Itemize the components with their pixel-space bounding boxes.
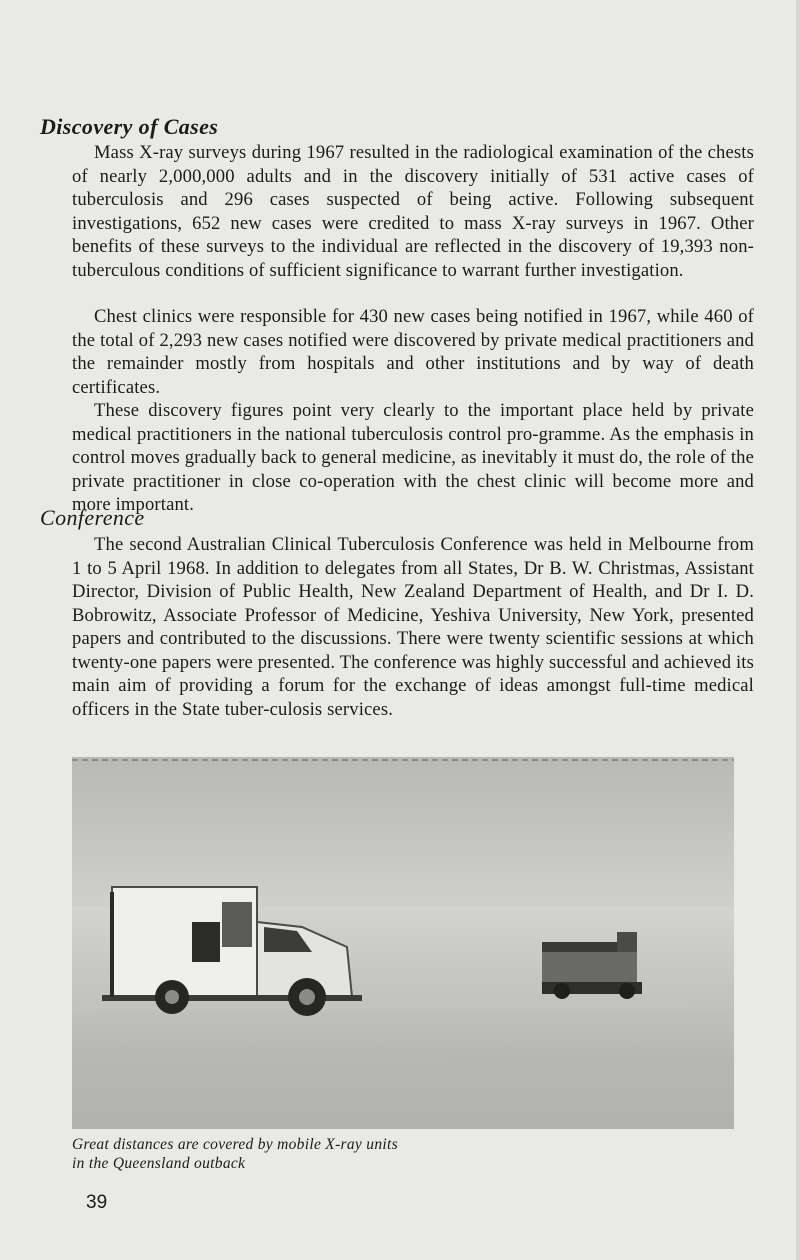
photo-mobile-xray-units	[72, 757, 734, 1129]
page-number: 39	[86, 1192, 108, 1213]
section-heading-discovery: Discovery of Cases	[40, 114, 219, 139]
caption-line-1: Great distances are covered by mobile X-ray units	[72, 1136, 398, 1153]
page-edge	[796, 0, 800, 1260]
paragraph-discovery-figures: These discovery figures point very clearly to the important place held by private medical practitioners in the national tuberculosis control pro-gramme. As the emphasis in control moves gradually back to general medicine, as inevitably it must do, the role of the private practitioner in close co-operation with the chest clinic will become more and more important.	[72, 400, 754, 515]
photo-illustration	[72, 757, 734, 1129]
paragraph-conference: The second Australian Clinical Tuberculosis Conference was held in Melbourne from 1 to 5 April 1968. In addition to delegates from all States, Dr B. W. Christmas, Assistant Director, Division of Public Health, New Zealand Department of Health, and Dr I. D. Bobrowitz, Associate Professor of Medicine, Yeshiva University, New York, presented papers and contributed to the discussions. There were twenty scientific sessions at which twenty-one papers were presented. The conference was highly successful and achieved its main aim of providing a forum for the exchange of ideas amongst full-time medical officers in the State tuber-culosis services.	[72, 534, 754, 720]
photo-caption	[72, 1135, 398, 1173]
caption-line-2: in the Queensland outback	[72, 1155, 246, 1172]
mobile-xray-van-right	[542, 932, 642, 999]
paragraph-chest-clinics: Chest clinics were responsible for 430 new cases being notified in 1967, while 460 of the total of 2,293 new cases notified were discovered by private medical practitioners and the remainder mostly from hospitals and other institutions and by way of death certificates.	[72, 306, 754, 398]
section-heading-conference: Conference	[40, 505, 145, 530]
paragraph-mass-xray: Mass X-ray surveys during 1967 resulted in the radiological examination of the chests of nearly 2,000,000 adults and in the discovery initially of 531 active cases of tuberculosis and 296 cases suspected of being active. Following subsequent investigations, 652 new cases were credited to mass X-ray surveys in 1967. Other benefits of these surveys to the individual are reflected in the discovery of 19,393 non-tuberculous conditions of sufficient significance to warrant further investigation.	[72, 142, 754, 281]
